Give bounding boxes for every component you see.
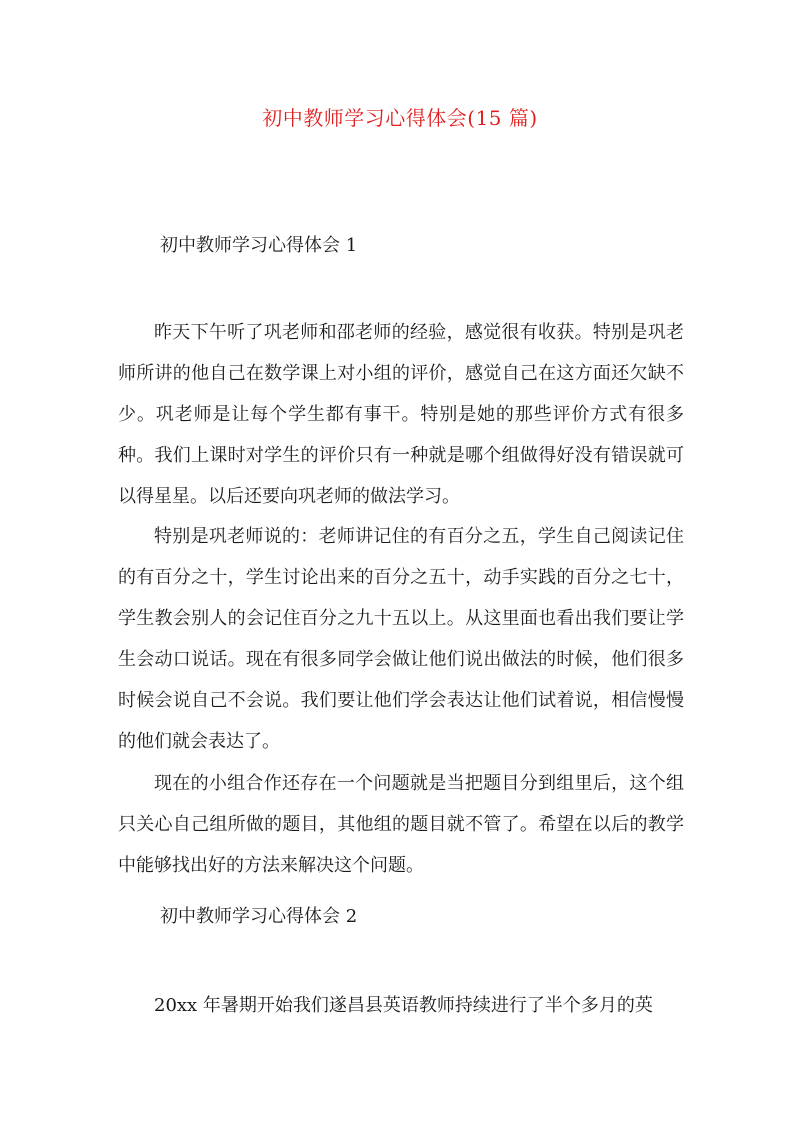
paragraph: 特别是巩老师说的：老师讲记住的有百分之五，学生自己阅读记住的有百分之十，学生讨论出来的百分之五十，动手实践的百分之七十，学生教会别人的会记住百分之九十五以上。从这里面也看出我们要让学生会动口说话。现在有很多同学会做让他们说出做法的时候，他们很多时候会说自己不会说。我们要让他们学会表达让他们试着说，相信慢慢的他们就会表达了。 (118, 526, 684, 752)
paragraph: 昨天下午听了巩老师和邵老师的经验，感觉很有收获。特别是巩老师所讲的他自己在数学课上对小组的评价，感觉自己在这方面还欠缺不少。巩老师是让每个学生都有事干。特别是她的那些评价方式有很多种。我们上课时对学生的评价只有一种就是哪个组做得好没有错误就可以得星星。以后还要向巩老师的做法学习。 (118, 322, 684, 507)
section-heading-1: 初中教师学习心得体会 1 (160, 235, 358, 256)
paragraph: 20xx 年暑期开始我们遂昌县英语教师持续进行了半个多月的英 (154, 995, 653, 1016)
section-heading-2: 初中教师学习心得体会 2 (160, 906, 358, 927)
paragraph: 现在的小组合作还存在一个问题就是当把题目分到组里后，这个组只关心自己组所做的题目，其他组的题目就不管了。希望在以后的教学中能够找出好的方法来解决这个问题。 (118, 773, 684, 876)
document-title: 初中教师学习心得体会(15 篇) (262, 106, 538, 130)
